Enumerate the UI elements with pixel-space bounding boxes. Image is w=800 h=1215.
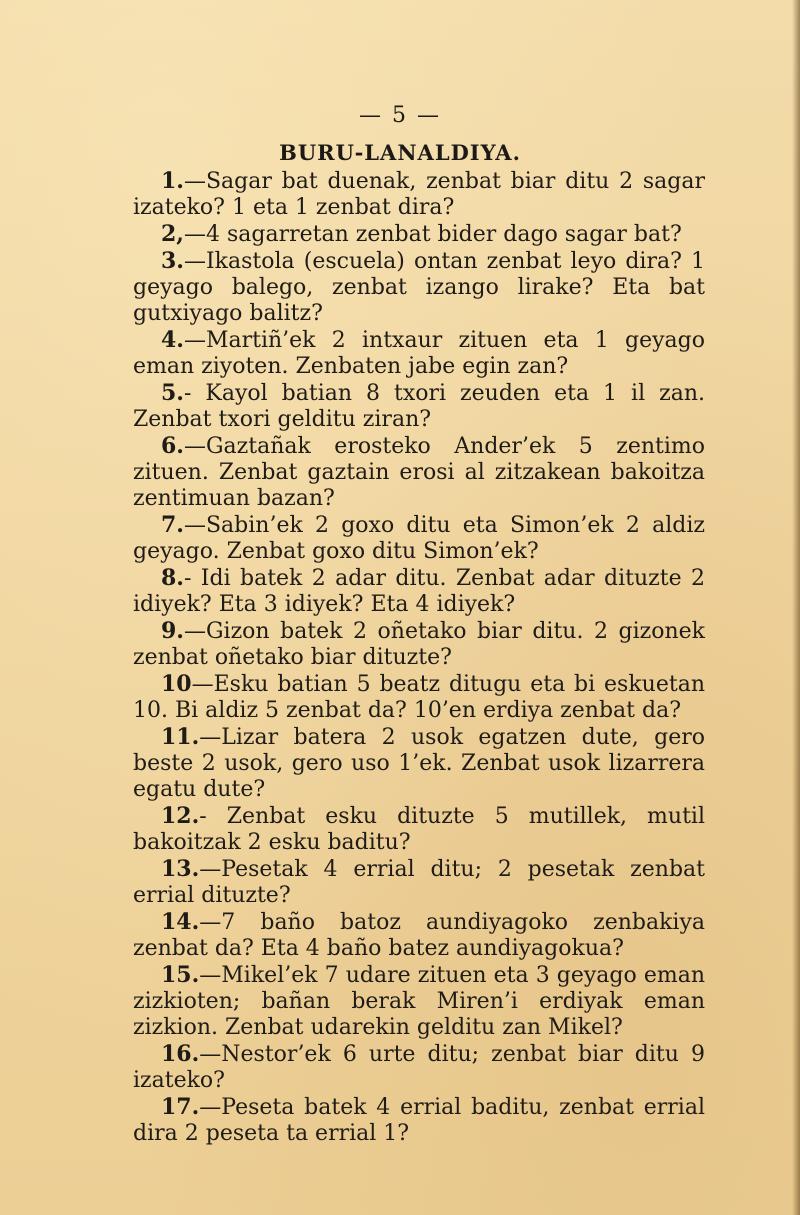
question-text: —Pesetak 4 errial ditu; 2 pesetak zenbat errial dituzte? [133, 857, 705, 908]
question-number: 15. [161, 962, 200, 988]
question-text: —Sabin’ek 2 goxo ditu eta Simon’ek 2 aldiz geyago. Zenbat goxo ditu Simon’ek? [133, 513, 705, 564]
question-number: 9. [161, 618, 184, 644]
question-item [133, 1094, 705, 1147]
question-item [133, 724, 705, 803]
question-item [133, 327, 705, 380]
question-text: —7 baño batoz aundiyagoko zenbakiya zenbat da? Eta 4 baño batez aundiyagokua? [133, 910, 705, 961]
page-number: — 5 — [359, 103, 441, 128]
question-text: —Ikastola (escuela) ontan zenbat leyo dira? 1 geyago balego, zenbat izango lirake? Eta bat gutxiyago balitz? [133, 249, 705, 326]
question-number: 12. [161, 803, 200, 829]
question-text: —Gaztañak erosteko Ander’ek 5 zentimo zituen. Zenbat gaztain erosi al zitzakean bakoitza zentimuan bazan? [133, 434, 705, 511]
question-text: - Zenbat esku dituzte 5 mutillek, mutil bakoitzak 2 esku baditu? [133, 804, 705, 855]
question-item [133, 856, 705, 909]
question-text: —Mikel’ek 7 udare zituen eta 3 geyago eman zizkioten; bañan berak Miren’i erdiyak eman zizkion. Zenbat udarekin gelditu zan Mikel? [133, 963, 705, 1040]
question-text: —Martiñ’ek 2 intxaur zituen eta 1 geyago eman ziyoten. Zenbaten jabe egin zan? [133, 328, 705, 379]
question-item [133, 803, 705, 856]
question-text: —4 sagarretan zenbat bider dago sagar bat? [183, 222, 682, 247]
question-item [133, 380, 705, 433]
question-number: 11. [161, 724, 200, 750]
question-number: 6. [161, 433, 184, 459]
question-text: —Lizar batera 2 usok egatzen dute, gero beste 2 usok, gero uso 1’ek. Zenbat usok lizarrera egatu dute? [133, 725, 705, 802]
question-item [133, 248, 705, 327]
question-number: 1. [161, 168, 184, 194]
question-item [133, 1041, 705, 1094]
section-heading: BURU-LANALDIYA. [279, 140, 521, 165]
question-number: 10 [161, 671, 192, 697]
question-text: —Sagar bat duenak, zenbat biar ditu 2 sagar izateko? 1 eta 1 zenbat dira? [133, 169, 705, 220]
question-text: —Peseta batek 4 errial baditu, zenbat errial dira 2 peseta ta errial 1? [133, 1095, 705, 1146]
question-item [133, 565, 705, 618]
question-number: 2, [161, 221, 184, 247]
question-list [133, 168, 705, 1147]
question-text: —Gizon batek 2 oñetako biar ditu. 2 gizonek zenbat oñetako biar dituzte? [133, 619, 705, 670]
question-number: 3. [161, 248, 184, 274]
question-text: —Nestor’ek 6 urte ditu; zenbat biar ditu 9 izateko? [133, 1042, 705, 1093]
question-item [133, 962, 705, 1041]
question-item [133, 168, 705, 221]
question-number: 7. [161, 512, 184, 538]
question-item [133, 433, 705, 512]
question-number: 5. [161, 380, 184, 406]
question-number: 14. [161, 909, 200, 935]
question-number: 16. [161, 1041, 200, 1067]
question-item [133, 671, 705, 724]
question-number: 17. [161, 1094, 200, 1120]
question-item [133, 618, 705, 671]
question-number: 4. [161, 327, 184, 353]
question-number: 8. [161, 565, 184, 591]
question-text: - Kayol batian 8 txori zeuden eta 1 il zan. Zenbat txori gelditu ziran? [133, 381, 705, 432]
question-item [133, 221, 705, 248]
question-item [133, 512, 705, 565]
question-number: 13. [161, 856, 200, 882]
question-text: —Esku batian 5 beatz ditugu eta bi eskuetan 10. Bi aldiz 5 zenbat da? 10’en erdiya zenbat da? [133, 672, 705, 723]
question-item [133, 909, 705, 962]
question-text: - Idi batek 2 adar ditu. Zenbat adar dituzte 2 idiyek? Eta 3 idiyek? Eta 4 idiyek? [133, 566, 705, 617]
